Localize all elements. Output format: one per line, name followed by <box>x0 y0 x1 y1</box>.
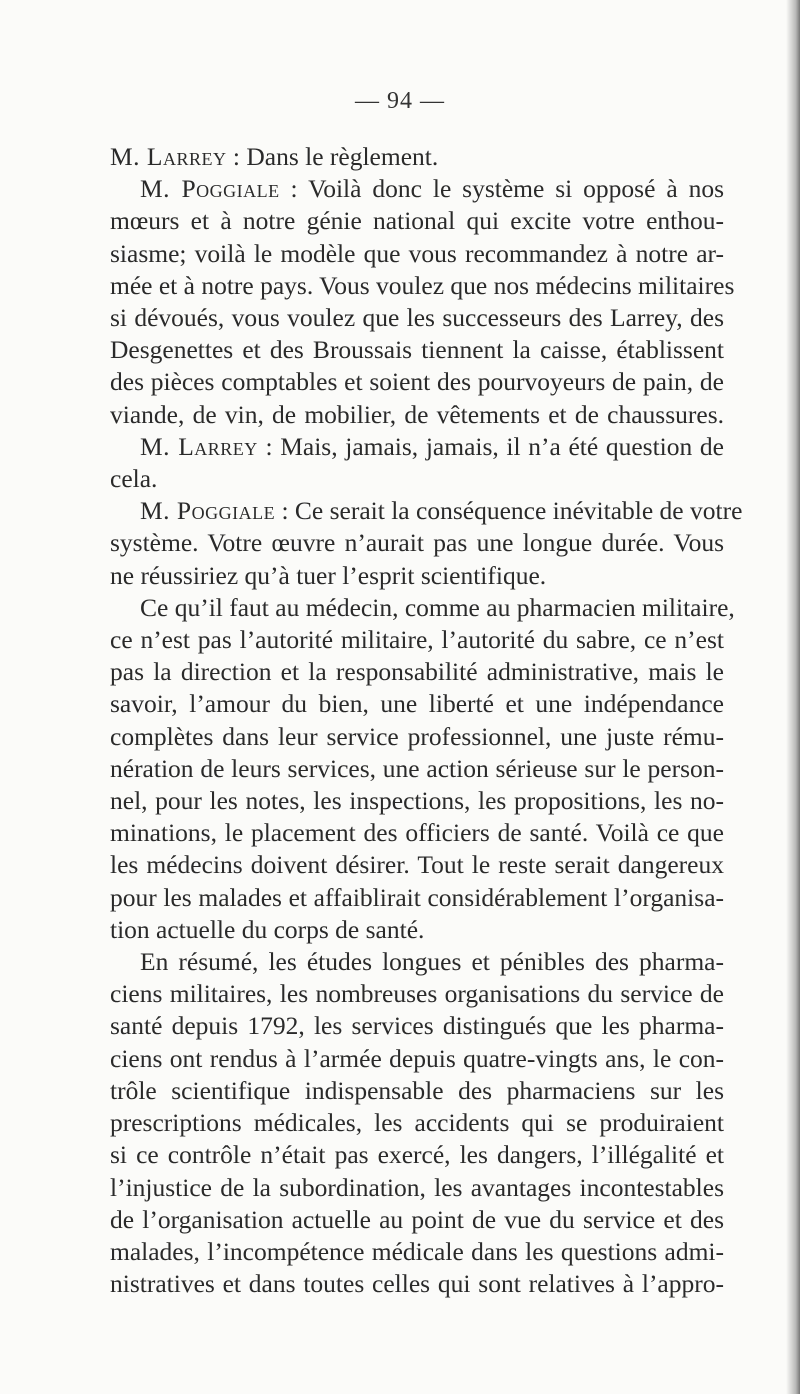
text-line: mœurs et à notre génie national qui excite votre enthou- <box>110 206 724 236</box>
text-line: système. Votre œuvre n’aurait pas une longue durée. Vous <box>110 528 724 558</box>
text-line: Desgenettes et des Broussais tiennent la caisse, établissent <box>110 335 724 365</box>
paragraph-1 <box>110 141 724 173</box>
text-line: les médecins doivent désirer. Tout le reste serait dangereux <box>110 850 724 880</box>
text-line: ciens ont rendus à l’armée depuis quatre-vingts ans, le con- <box>110 1043 724 1073</box>
text-line: M. Larrey : Dans le règlement. <box>110 142 439 171</box>
text-line: mée et à notre pays. Vous voulez que nos médecins militaires <box>110 270 735 300</box>
text-line: pas la direction et la responsabilité administrative, mais le <box>110 657 724 687</box>
text-line: ce n’est pas l’autorité militaire, l’autorité du sabre, ce n’est <box>110 625 724 655</box>
text-line: si ce contrôle n’était pas exercé, les dangers, l’illégalité et <box>110 1140 724 1170</box>
speaker-name: M. Larrey <box>110 142 227 171</box>
text-line: l’injustice de la subordination, les avantages incontestables <box>110 1172 724 1202</box>
text-line: ciens militaires, les nombreuses organisations du service de <box>110 979 724 1009</box>
text-line: nel, pour les notes, les inspections, les propositions, les no- <box>110 786 724 816</box>
paragraph-4 <box>110 495 743 592</box>
text-line: nération de leurs services, une action sérieuse sur le person- <box>110 753 724 783</box>
text-line: des pièces comptables et soient des pourvoyeurs de pain, de <box>110 367 724 397</box>
speaker-name: M. Poggiale <box>140 174 280 204</box>
text-line: nistratives et dans toutes celles qui sont relatives à l’appro- <box>110 1269 724 1299</box>
paragraph-3 <box>110 431 724 495</box>
text-line: M. Poggiale : Ce serait la conséquence inévitable de votre <box>140 496 743 526</box>
paragraph-2 <box>110 173 735 431</box>
text-line: malades, l’incompétence médicale dans les questions admi- <box>110 1236 724 1266</box>
paragraph-5 <box>110 592 735 946</box>
text-line: de l’organisation actuelle au point de vue du service et des <box>110 1204 724 1234</box>
text-line: trôle scientifique indispensable des pharmaciens sur les <box>110 1075 724 1105</box>
text-line: pour les malades et affaiblirait considérablement l’organisa- <box>110 882 724 912</box>
page-number: — 94 — <box>355 88 445 114</box>
text-line: complètes dans leur service professionnel, une juste rému- <box>110 721 724 751</box>
text-line: prescriptions médicales, les accidents qui se produiraient <box>110 1108 724 1138</box>
text-line: M. Poggiale : Voilà donc le système si opposé à nos <box>140 174 725 204</box>
text-line: Ce qu’il faut au médecin, comme au pharmacien militaire, <box>140 592 735 622</box>
text-line: En résumé, les études longues et pénibles des pharma- <box>140 947 724 977</box>
text-line: cela. <box>110 464 158 494</box>
body-text <box>110 141 743 1300</box>
text-line: siasme; voilà le modèle que vous recommandez à notre ar- <box>110 238 724 268</box>
text-line: tion actuelle du corps de santé. <box>110 914 425 944</box>
page-edge-shadow <box>786 0 800 1394</box>
text-line: ne réussiriez qu’à tuer l’esprit scientifique. <box>110 560 547 590</box>
text-line: viande, de vin, de mobilier, de vêtements et de chaussures. <box>110 399 724 429</box>
text-line: M. Larrey : Mais, jamais, jamais, il n’a été question de <box>140 431 724 461</box>
speaker-name: M. Larrey <box>140 431 258 461</box>
text-line: si dévoués, vous voulez que les successeurs des Larrey, des <box>110 303 724 333</box>
text-line: minations, le placement des officiers de santé. Voilà ce que <box>110 818 724 848</box>
speaker-name: M. Poggiale <box>140 496 276 526</box>
text-line: santé depuis 1792, les services distingués que les pharma- <box>110 1011 724 1041</box>
text-line: savoir, l’amour du bien, une liberté et une indépendance <box>110 689 724 719</box>
paragraph-6 <box>110 946 724 1300</box>
